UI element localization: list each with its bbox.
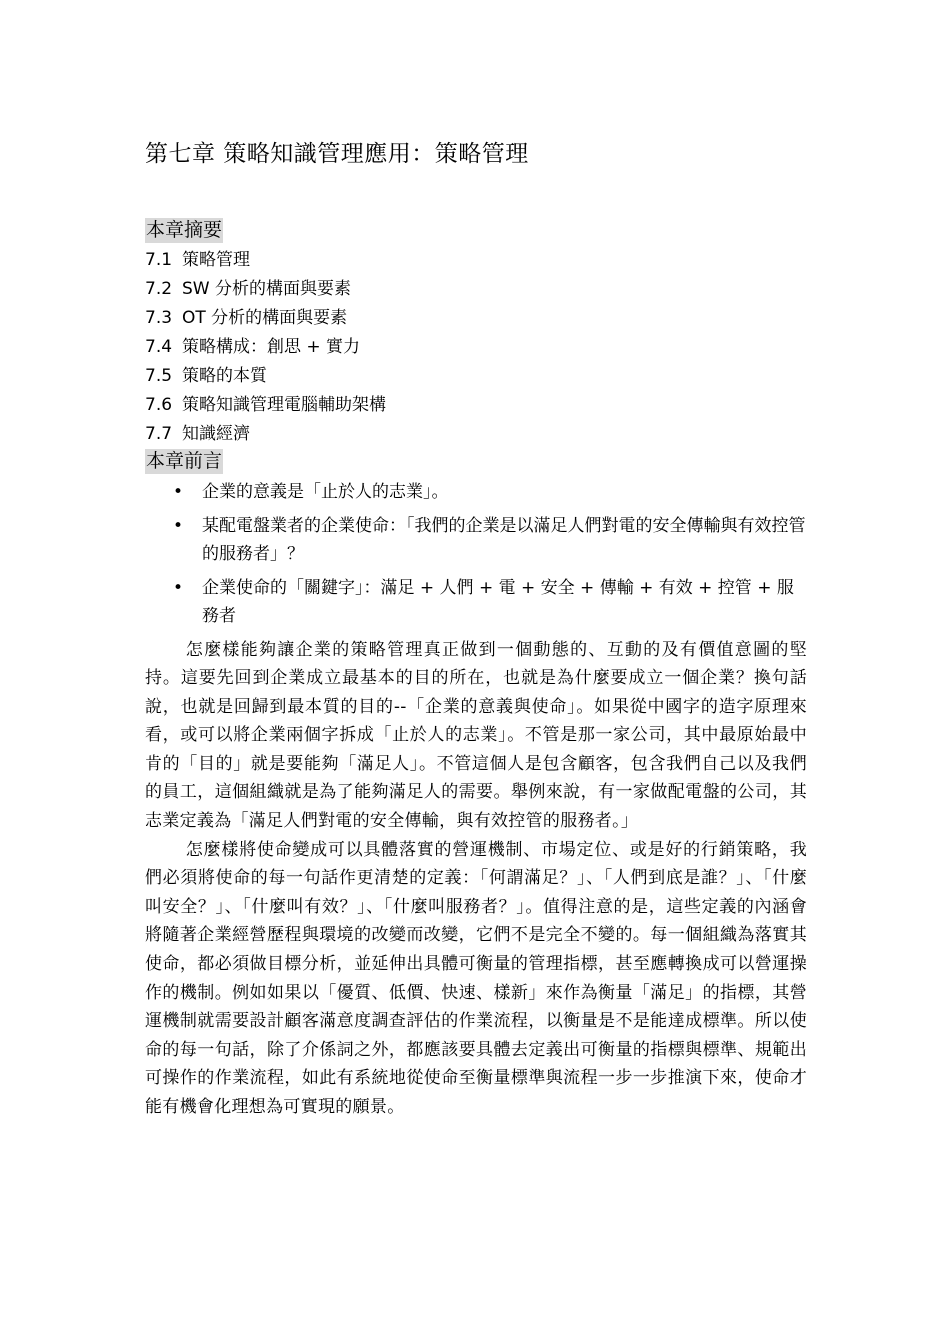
summary-item-number: 7.7 xyxy=(145,424,173,444)
preface-bullet-text: 企業使命的「關鍵字」：滿足 + 人們 + 電 + 安全 + 傳輸 + 有效 + 控管 + 服務者 xyxy=(202,577,794,626)
preface-bullet-text: 某配電盤業者的企業使命：「我們的企業是以滿足人們對電的安全傳輸與有效控管的服務者」？ xyxy=(202,515,806,564)
summary-item xyxy=(145,333,807,362)
summary-item-text: SW 分析的構面與要素 xyxy=(182,279,352,299)
summary-item-text: 知識經濟 xyxy=(182,424,250,444)
summary-item xyxy=(145,362,807,391)
summary-item-text: 策略管理 xyxy=(182,250,250,270)
summary-item-text: 策略知識管理電腦輔助架構 xyxy=(182,395,386,415)
summary-item-text: 策略構成：創思 + 實力 xyxy=(182,337,361,357)
summary-item xyxy=(145,420,807,449)
chapter-title: 第七章 策略知識管理應用：策略管理 xyxy=(145,141,529,167)
bullet-icon: • xyxy=(173,577,184,598)
summary-item-number: 7.3 xyxy=(145,308,173,328)
preface-bullet xyxy=(145,574,807,631)
summary-item-number: 7.6 xyxy=(145,395,173,415)
body-paragraph: 怎麼樣能夠讓企業的策略管理真正做到一個動態的、互動的及有價值意圖的堅持。這要先回到企業成立最基本的目的所在，也就是為什麼要成立一個企業？換句話說，也就是回歸到最本質的目的--「企業的意義與使命」。如果從中國字的造字原理來看，或可以將企業兩個字拆成「止於人的志業」。不管是那一家公司，其中最原始最中肯的「目的」就是要能夠「滿足人」。不管這個人是包含顧客，包含我們自己以及我們的員工，這個組織就是為了能夠滿足人的需要。舉例來說，有一家做配電盤的公司，其志業定義為「滿足人們對電的安全傳輸，與有效控管的服務者。」 xyxy=(145,639,807,832)
summary-item xyxy=(145,275,807,304)
summary-item-text: OT 分析的構面與要素 xyxy=(182,308,348,328)
bullet-icon: • xyxy=(173,482,184,502)
summary-item xyxy=(145,246,807,275)
summary-heading: 本章摘要 xyxy=(146,219,223,241)
preface-bullet xyxy=(145,478,807,507)
preface-bullet-text: 企業的意義是「止於人的志業」。 xyxy=(202,482,449,502)
preface-body xyxy=(145,636,807,1122)
summary-list xyxy=(145,246,807,449)
summary-item xyxy=(145,391,807,420)
summary-item xyxy=(145,304,807,333)
summary-item-number: 7.1 xyxy=(145,250,173,270)
summary-item-number: 7.5 xyxy=(145,366,173,386)
body-paragraph: 怎麼樣將使命變成可以具體落實的營運機制、市場定位、或是好的行銷策略，我們必須將使命的每一句話作更清楚的定義：「何謂滿足？」、「人們到底是誰？」、「什麼叫安全？」、「什麼叫有效？」、「什麼叫服務者？」。值得注意的是，這些定義的內涵會將隨著企業經營歷程與環境的改變而改變，它們不是完全不變的。每一個組織為落實其使命，都必須做目標分析，並延伸出具體可衡量的管理指標，甚至應轉換成可以營運操作的機制。例如如果以「優質、低價、快速、樣新」來作為衡量「滿足」的指標，其營運機制就需要設計顧客滿意度調查評估的作業流程，以衡量是不是能達成標準。所以使命的每一句話，除了介係詞之外，都應該要具體去定義出可衡量的指標與標準、規範出可操作的作業流程，如此有系統地從使命至衡量標準與流程一步一步推演下來，使命才能有機會化理想為可實現的願景。 xyxy=(145,839,807,1117)
preface-heading: 本章前言 xyxy=(146,450,223,472)
preface-bullet xyxy=(145,512,807,569)
preface-bullet-list xyxy=(145,478,807,631)
summary-item-number: 7.2 xyxy=(145,279,173,299)
document-page xyxy=(145,138,807,1122)
summary-item-text: 策略的本質 xyxy=(182,366,267,386)
bullet-icon: • xyxy=(173,515,184,536)
summary-item-number: 7.4 xyxy=(145,337,173,357)
